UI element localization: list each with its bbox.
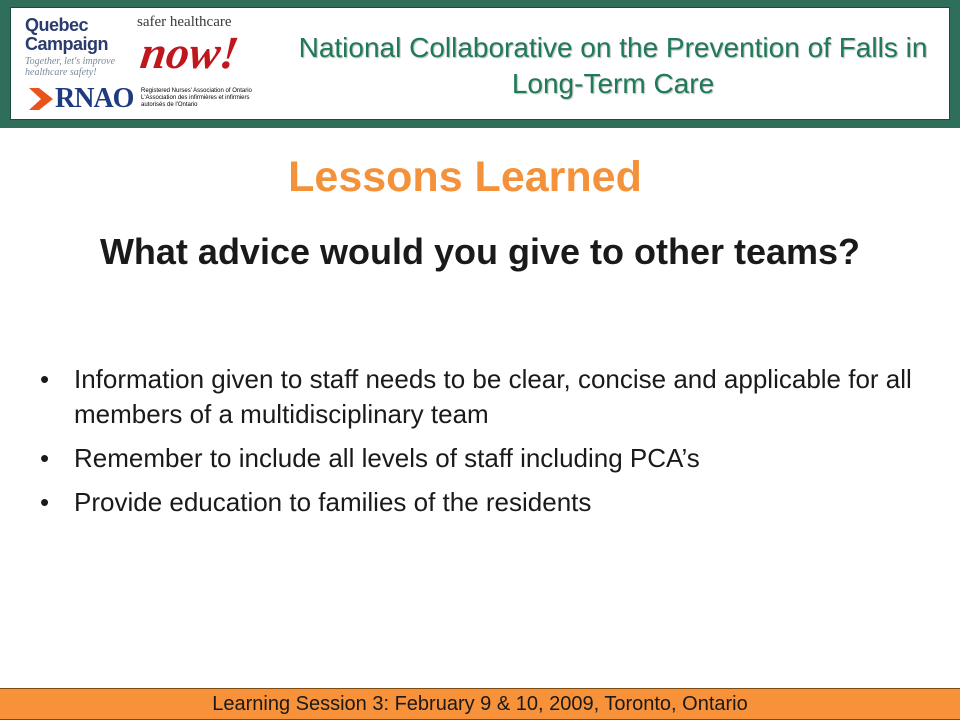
rnao-arrow-icon [29,88,53,110]
header-panel [10,7,950,120]
footer-text: Learning Session 3: February 9 & 10, 2009, Toronto, Ontario [212,693,748,715]
quebec-logo-line1: Quebec [25,15,89,35]
safer-healthcare-now-logo [137,14,262,76]
bullet-dot-icon: • [40,443,50,473]
rnao-fine-print: Registered Nurses' Association of Ontario L'Association des infirmières et infirmiers autorisés de l'Ontario [141,88,252,108]
bullet-item [36,441,916,476]
bullet-text: Information given to staff needs to be clear, concise and applicable for all members of a multidisciplinary team [74,364,912,429]
bullet-dot-icon: • [40,487,50,517]
bullet-list [36,362,916,529]
slide-subtitle: What advice would you give to other teams? [99,231,861,272]
quebec-logo-line2: Campaign [25,34,109,54]
rnao-wordmark: RNAO [55,83,134,114]
quebec-campaign-logo [25,16,125,78]
footer-bar [0,688,960,720]
bullet-text: Provide education to families of the residents [74,487,592,517]
rnao-logo [29,84,269,112]
slide-title: Lessons Learned [288,153,642,201]
bullet-item [36,485,916,520]
shn-logo-top: safer healthcare [137,14,232,30]
shn-logo-now: now! [137,27,242,78]
bullet-item [36,362,916,432]
header-title: National Collaborative on the Prevention of Falls in Long-Term Care [298,32,928,99]
header-banner [0,0,960,128]
bullet-text: Remember to include all levels of staff including PCA’s [74,443,700,473]
bullet-dot-icon: • [40,364,50,394]
quebec-logo-tagline: Together, let's improve healthcare safety! [25,56,116,78]
